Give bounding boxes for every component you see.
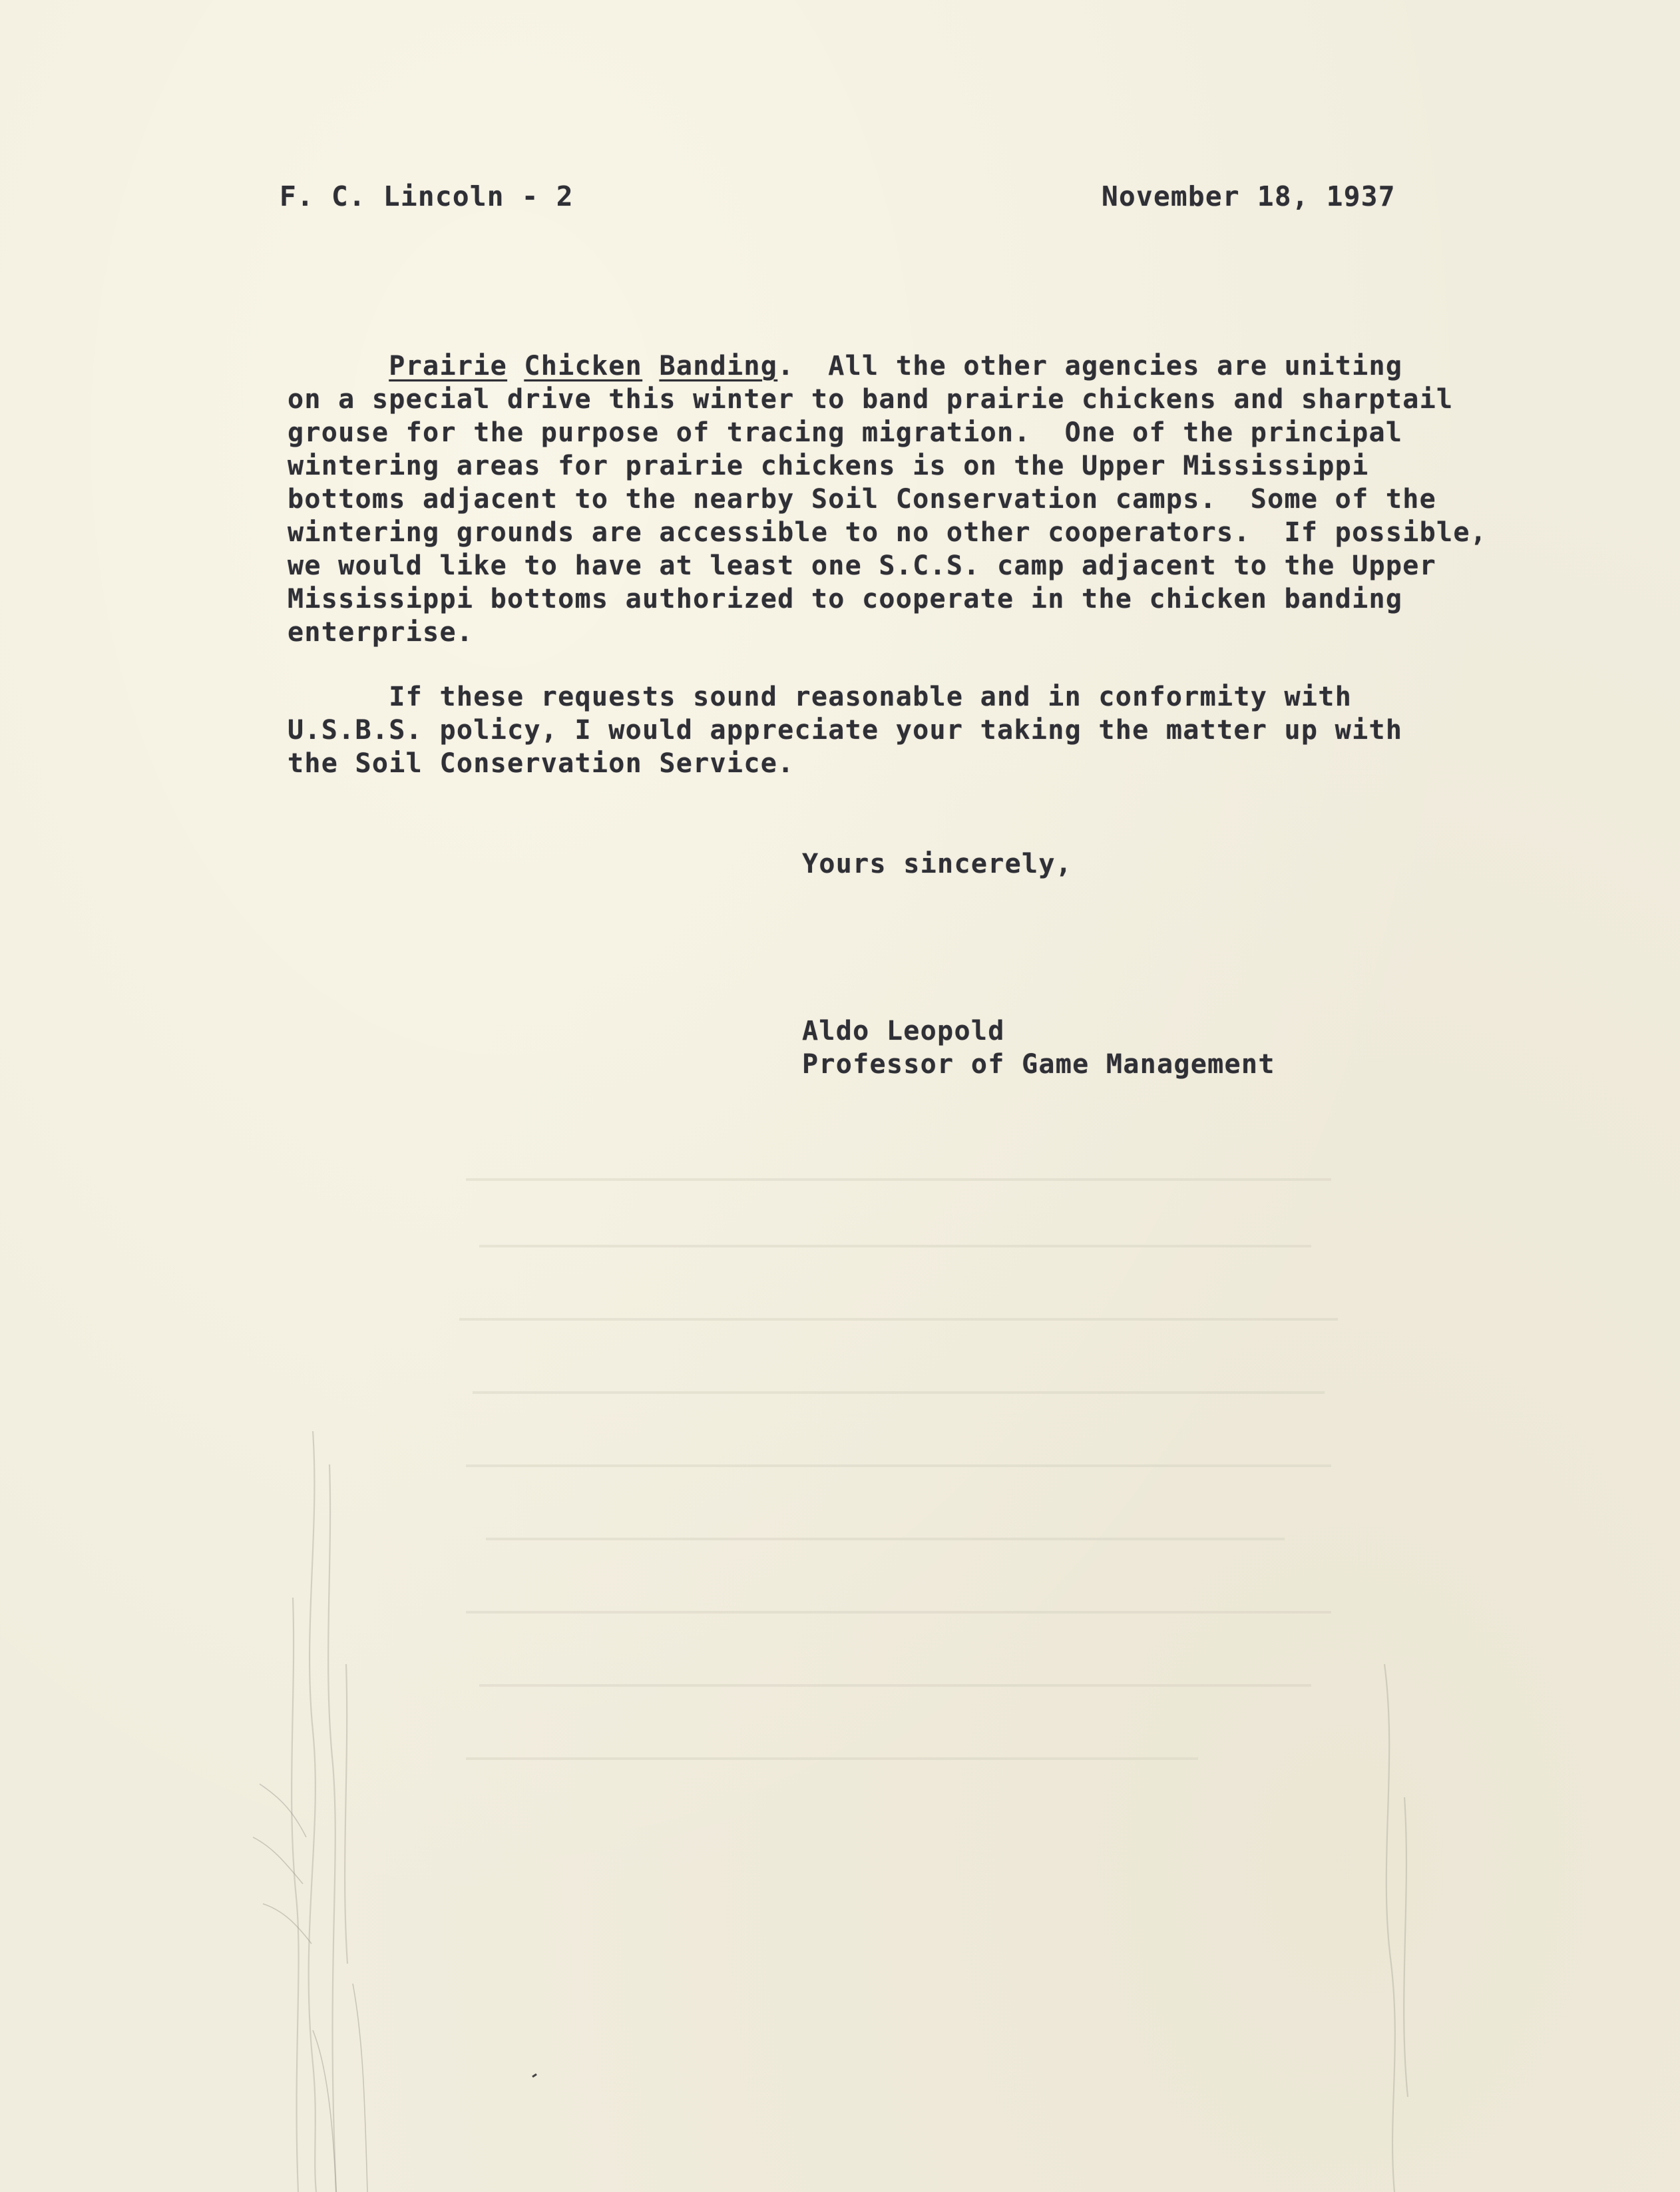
paragraph-line: the Soil Conservation Service. [288,748,795,779]
signature-title: Professor of Game Management [802,1049,1275,1080]
heading-word-prairie: Prairie [389,351,507,381]
signature-name: Aldo Leopold [802,1016,1005,1046]
paragraph-line-text: If these requests sound reasonable and in conformity with [389,682,1353,712]
first-line-rest: All the other agencies are uniting [794,351,1403,381]
paragraph-line: grouse for the purpose of tracing migration. One of the principal [288,417,1403,448]
paragraph-line: we would like to have at least one S.C.S. camp adjacent to the Upper [288,550,1436,581]
ink-speck [532,2074,536,2077]
paragraph-prairie-chicken-banding [288,349,1487,649]
paragraph-line [288,680,1402,714]
paragraph-line: Mississippi bottoms authorized to cooperate in the chicken banding [288,584,1403,614]
heading-word-banding: Banding [659,351,778,381]
paragraph-line: wintering grounds are accessible to no other cooperators. If possible, [288,517,1488,548]
heading-punctuation: . [777,351,795,381]
paragraph-line: wintering areas for prairie chickens is on the Upper Mississippi [288,451,1369,481]
heading-word-chicken: Chicken [524,351,643,381]
letter-date: November 18, 1937 [1102,180,1396,212]
closing-salutation: Yours sincerely, [802,849,1073,879]
paragraph-line: enterprise. [288,617,474,648]
paragraph-first-line [288,349,1487,383]
letter-addressee-header: F. C. Lincoln - 2 [280,180,574,212]
paragraph-line: bottoms adjacent to the nearby Soil Conservation camps. Some of the [288,484,1436,515]
paragraph-line: on a special drive this winter to band prairie chickens and sharptail [288,384,1454,415]
paragraph-requests [288,680,1402,780]
paragraph-line: U.S.B.S. policy, I would appreciate your taking the matter up with [288,715,1403,746]
